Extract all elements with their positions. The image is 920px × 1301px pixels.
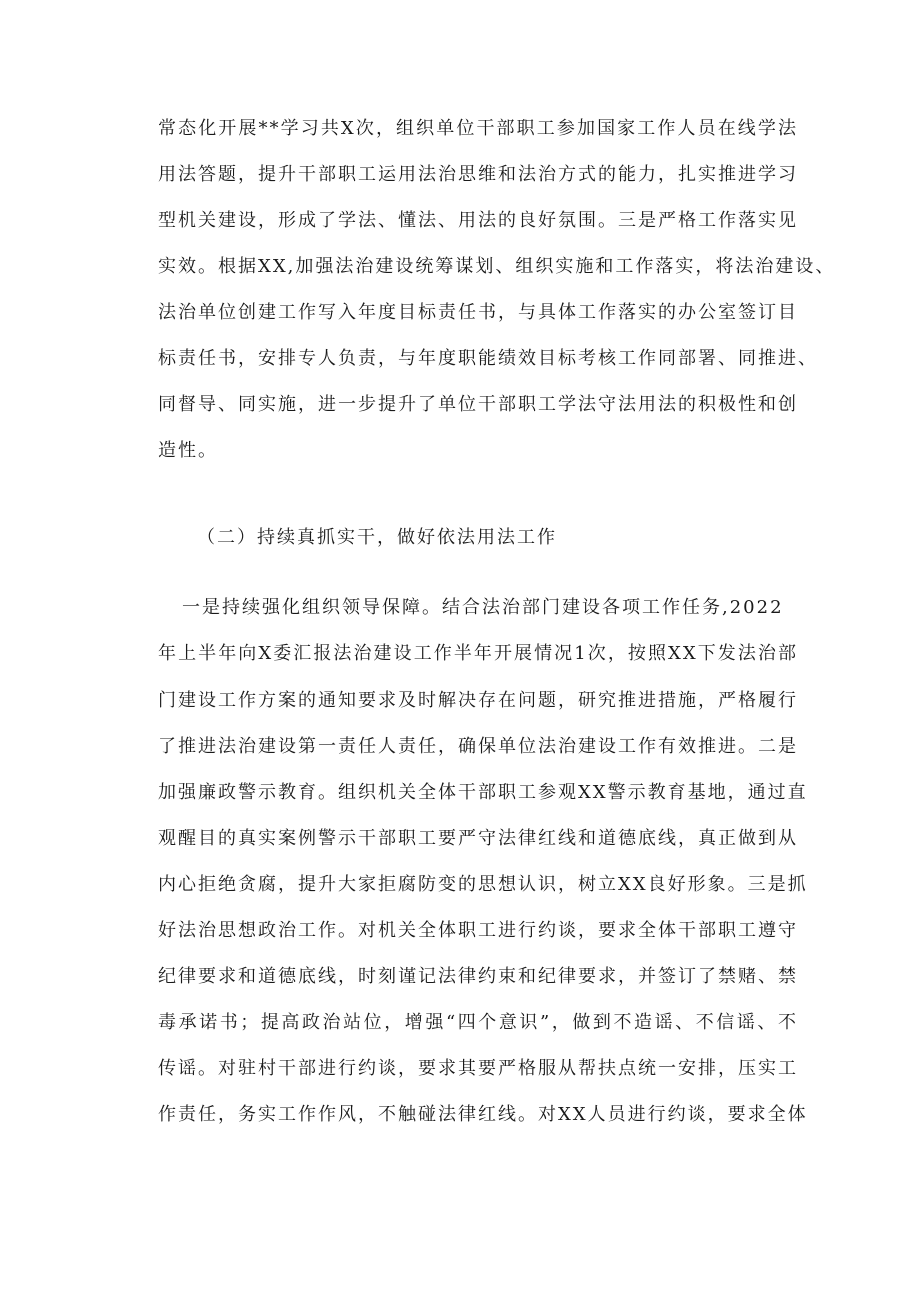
paragraph-2-line: 纪律要求和道德底线，时刻谨记法律约束和纪律要求，并签订了禁赌、禁 <box>158 966 798 987</box>
paragraph-2-line: 一是持续强化组织领导保障。结合法治部门建设各项工作任务,2022 <box>182 597 784 618</box>
paragraph-1-line: 用法答题，提升干部职工运用法治思维和法治方式的能力，扎实推进学习 <box>158 164 798 185</box>
paragraph-1-line: 实效。根据XX,加强法治建设统筹谋划、组织实施和工作落实，将法治建设、 <box>158 256 836 277</box>
paragraph-1-line: 常态化开展**学习共X次，组织单位干部职工参加国家工作人员在线学法 <box>158 118 798 139</box>
paragraph-1-line: 标责任书，安排专人负责，与年度职能绩效目标考核工作同部署、同推进、 <box>158 348 818 369</box>
paragraph-2-line: 好法治思想政治工作。对机关全体职工进行约谈，要求全体干部职工遵守 <box>158 920 798 941</box>
paragraph-1-line: 同督导、同实施，进一步提升了单位干部职工学法守法用法的积极性和创 <box>158 394 798 415</box>
paragraph-1-line: 型机关建设，形成了学法、懂法、用法的良好氛围。三是严格工作落实见 <box>158 210 798 231</box>
paragraph-2-line: 了推进法治建设第一责任人责任，确保单位法治建设工作有效推进。二是 <box>158 736 798 757</box>
paragraph-1-line: 造性。 <box>158 440 218 461</box>
paragraph-2-line: 内心拒绝贪腐，提升大家拒腐防变的思想认识，树立XX良好形象。三是抓 <box>158 874 808 895</box>
paragraph-2-line: 年上半年向X委汇报法治建设工作半年开展情况1次，按照XX下发法治部 <box>158 643 798 664</box>
paragraph-2-line: 作责任，务实工作作风，不触碰法律红线。对XX人员进行约谈，要求全体 <box>158 1104 808 1125</box>
paragraph-2-line: 传谣。对驻村干部进行约谈，要求其要严格服从帮扶点统一安排，压实工 <box>158 1058 798 1079</box>
paragraph-2-line: 加强廉政警示教育。组织机关全体干部职工参观XX警示教育基地，通过直 <box>158 782 808 803</box>
paragraph-2-line: 观醒目的真实案例警示干部职工要严守法律红线和道德底线，真正做到从 <box>158 828 798 849</box>
section-heading: （二）持续真抓实干，做好依法用法工作 <box>197 527 557 548</box>
paragraph-2-line: 门建设工作方案的通知要求及时解决存在问题，研究推进措施，严格履行 <box>158 690 798 711</box>
paragraph-1-line: 法治单位创建工作写入年度目标责任书，与具体工作落实的办公室签订目 <box>158 302 798 323</box>
paragraph-2-line: 毒承诺书；提高政治站位，增强“四个意识”，做到不造谣、不信谣、不 <box>158 1012 798 1033</box>
